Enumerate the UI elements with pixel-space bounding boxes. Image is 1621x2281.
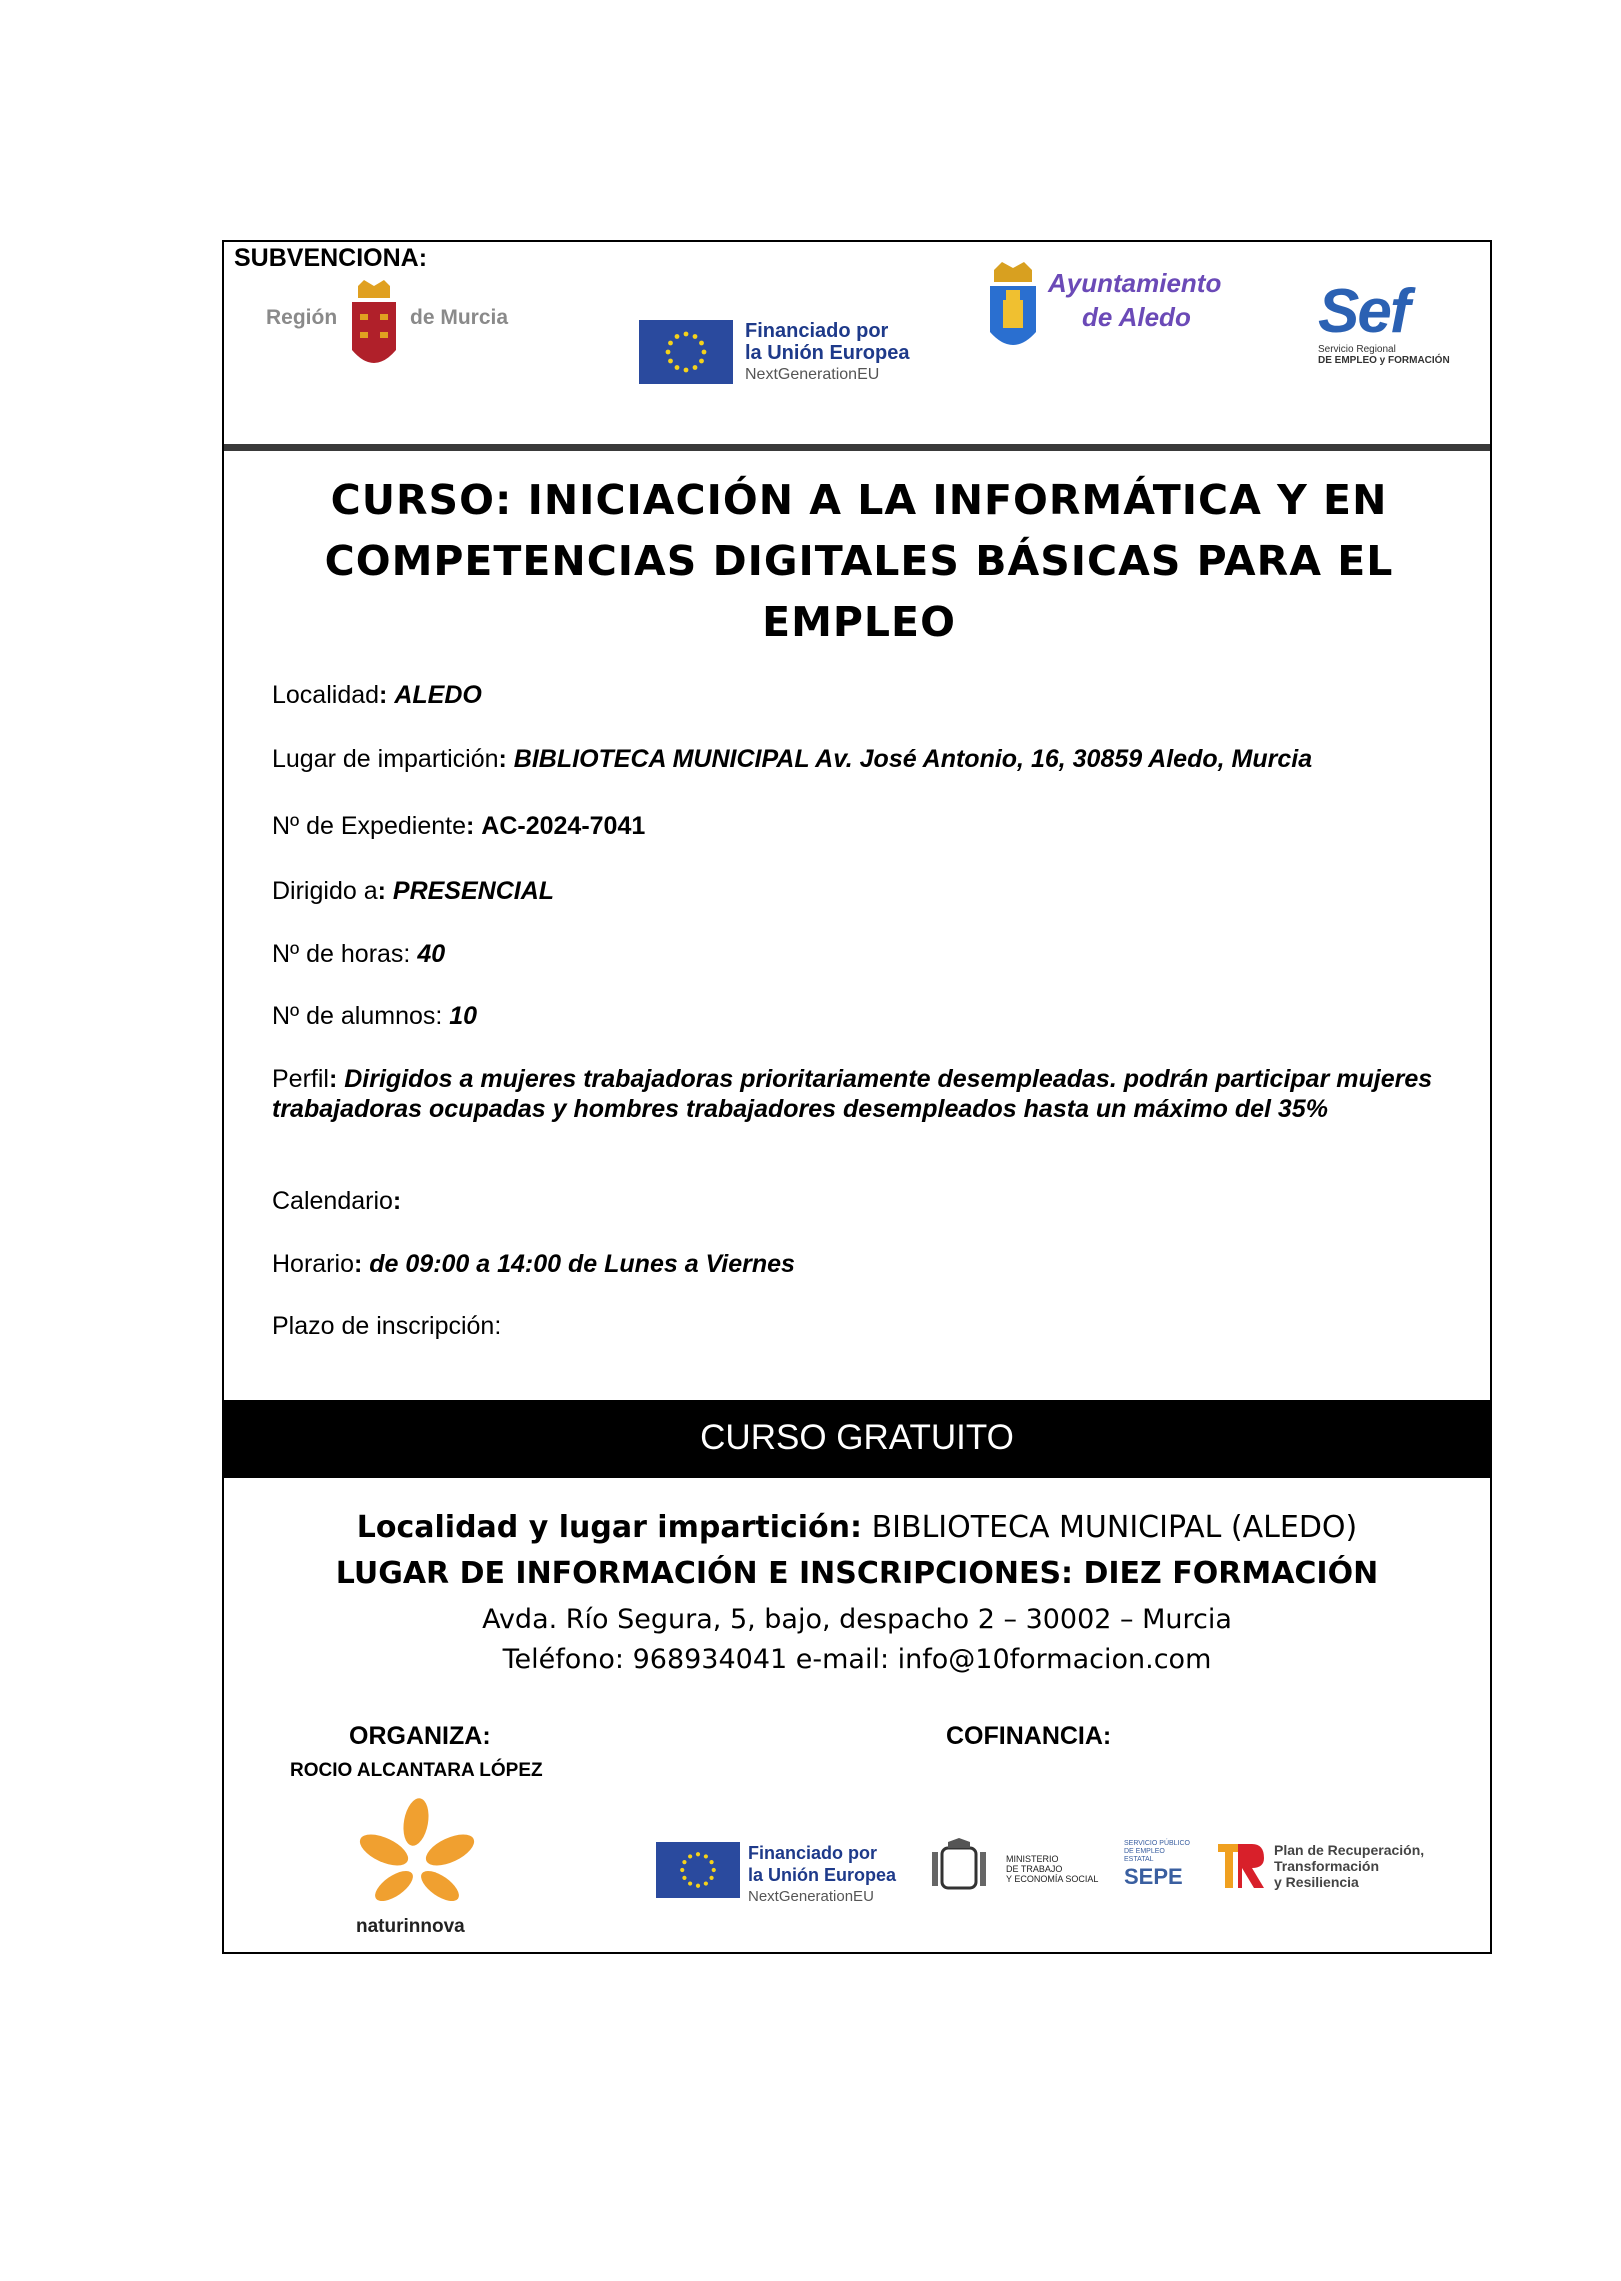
field-calendario (272, 1186, 1472, 1216)
sponsors-header (224, 242, 1490, 448)
field-lugar (272, 744, 1472, 774)
de-murcia-word: de Murcia (410, 306, 509, 329)
organiza-label: ORGANIZA: (349, 1722, 491, 1750)
eu-line-2: la Unión Europea (745, 342, 910, 364)
field-localidad (272, 680, 1472, 710)
field-label: Horario (272, 1250, 354, 1278)
ayuntamiento-aledo-logo (986, 260, 1246, 360)
region-word: Región (266, 306, 338, 329)
ministerio-line-3: Y ECONOMÍA SOCIAL (1006, 1874, 1099, 1884)
contact-line-2: LUGAR DE INFORMACIÓN E INSCRIPCIONES: DIEZ FORMACIÓN (335, 1556, 1379, 1591)
eu-footer-line-2: la Unión Europea (748, 1865, 897, 1885)
field-label: Perfil (272, 1065, 329, 1093)
sef-line-1: Servicio Regional (1318, 344, 1396, 355)
field-horario (272, 1249, 1472, 1279)
field-plazo (272, 1311, 1472, 1341)
plan-tr-icon (1214, 1838, 1266, 1894)
field-expediente (272, 811, 1472, 841)
field-label: Plazo de inscripción: (272, 1312, 502, 1340)
eu-flag-icon (639, 320, 733, 384)
aledo-line-2: de Aledo (1082, 302, 1191, 332)
sepe-logo (1124, 1840, 1194, 1904)
naturinnova-name: naturinnova (356, 1916, 465, 1937)
murcia-crest-icon (348, 280, 400, 376)
aledo-line-1: Ayuntamiento (1048, 268, 1222, 298)
field-separator: : (377, 877, 386, 905)
sef-logo (1318, 277, 1458, 380)
plan-line-2: Transformación (1274, 1858, 1380, 1874)
sepe-mark: SEPE (1124, 1864, 1183, 1889)
field-separator: : (353, 1250, 363, 1278)
ministerio-line-2: DE TRABAJO (1006, 1864, 1063, 1874)
sepe-top-1: SERVICIO PÚBLICO (1124, 1840, 1191, 1847)
title-line-1: CURSO: INICIACIÓN A LA INFORMÁTICA Y EN (330, 476, 1388, 524)
spain-coat-of-arms-icon (924, 1838, 994, 1898)
field-separator: : (465, 812, 475, 840)
field-value: ALEDO (394, 681, 482, 709)
field-value: BIBLIOTECA MUNICIPAL Av. José Antonio, 16, 30859 Aledo, Murcia (513, 745, 1313, 773)
aledo-crest-icon (986, 260, 1040, 356)
cofinancia-label: COFINANCIA: (946, 1722, 1112, 1750)
region-murcia-logo (264, 280, 524, 380)
plan-line-1: Plan de Recuperación, (1274, 1842, 1425, 1858)
field-label: Localidad (272, 681, 380, 709)
banner-text: CURSO GRATUITO (700, 1418, 1014, 1457)
field-label: Nº de horas: (272, 940, 411, 968)
ministerio-line-1: MINISTERIO (1006, 1854, 1059, 1864)
naturinnova-leaves-icon (354, 1798, 484, 1910)
eu-footer-line-3: NextGenerationEU (748, 1888, 874, 1905)
sef-line-2: DE EMPLEO y FORMACIÓN (1318, 355, 1450, 366)
field-label: Nº de alumnos: (272, 1002, 443, 1030)
plan-line-3: y Resiliencia (1274, 1874, 1359, 1890)
contact-address: Avda. Río Segura, 5, bajo, despacho 2 – 30002 – Murcia (482, 1604, 1232, 1635)
contact-line-1-rest: BIBLIOTECA MUNICIPAL (ALEDO) (871, 1510, 1358, 1545)
field-separator: : (392, 1187, 402, 1215)
organiza-name: ROCIO ALCANTARA LÓPEZ (290, 1760, 543, 1781)
contact-line-1 (224, 1510, 1490, 1545)
eu-flag-icon (656, 1842, 740, 1898)
header-divider (224, 444, 1490, 451)
field-value: de 09:00 a 14:00 de Lunes a Viernes (369, 1250, 795, 1278)
course-title (264, 470, 1454, 653)
ministerio-trabajo-logo (924, 1838, 1124, 1908)
eu-funding-logo-footer (656, 1842, 956, 1914)
field-horas (272, 939, 1472, 969)
contact-phone-email: Teléfono: 968934041 e-mail: info@10formacion.com (502, 1644, 1212, 1675)
title-line-3: EMPLEO (762, 598, 956, 646)
plan-recuperacion-logo (1214, 1838, 1464, 1902)
field-value: 10 (449, 1002, 478, 1030)
field-alumnos (272, 1001, 1472, 1031)
eu-line-1: Financiado por (745, 320, 889, 342)
field-separator: : (328, 1065, 338, 1093)
field-label: Nº de Expediente (272, 812, 466, 840)
field-value: Dirigidos a mujeres trabajadoras prioritariamente desempleadas. podrán participar mujeres trabajadoras ocupadas y hombres trabajadores desempleados hasta un máximo del 35% (272, 1065, 1433, 1123)
subvenciona-label: SUBVENCIONA: (234, 244, 428, 272)
field-separator: : (498, 745, 507, 773)
field-separator: : (379, 681, 388, 709)
field-value: PRESENCIAL (392, 877, 555, 905)
eu-funding-logo (639, 320, 939, 392)
field-value: AC-2024-7041 (481, 812, 646, 840)
field-label: Lugar de impartición (272, 745, 499, 773)
title-line-2: COMPETENCIAS DIGITALES BÁSICAS PARA EL (324, 537, 1394, 585)
sepe-top-2: DE EMPLEO ESTATAL (1124, 1848, 1165, 1863)
field-value: 40 (417, 940, 446, 968)
eu-line-3: NextGenerationEU (745, 366, 880, 383)
eu-footer-line-1: Financiado por (748, 1843, 878, 1863)
field-label: Calendario (272, 1187, 393, 1215)
free-course-banner (224, 1400, 1490, 1478)
sef-mark: Sef (1318, 277, 1409, 346)
naturinnova-logo (354, 1798, 484, 1938)
flyer-frame (222, 240, 1492, 1954)
field-label: Dirigido a (272, 877, 378, 905)
field-perfil (272, 1064, 1472, 1124)
contact-line-1-bold: Localidad y lugar impartición: (356, 1510, 863, 1545)
field-dirigido (272, 876, 1472, 906)
